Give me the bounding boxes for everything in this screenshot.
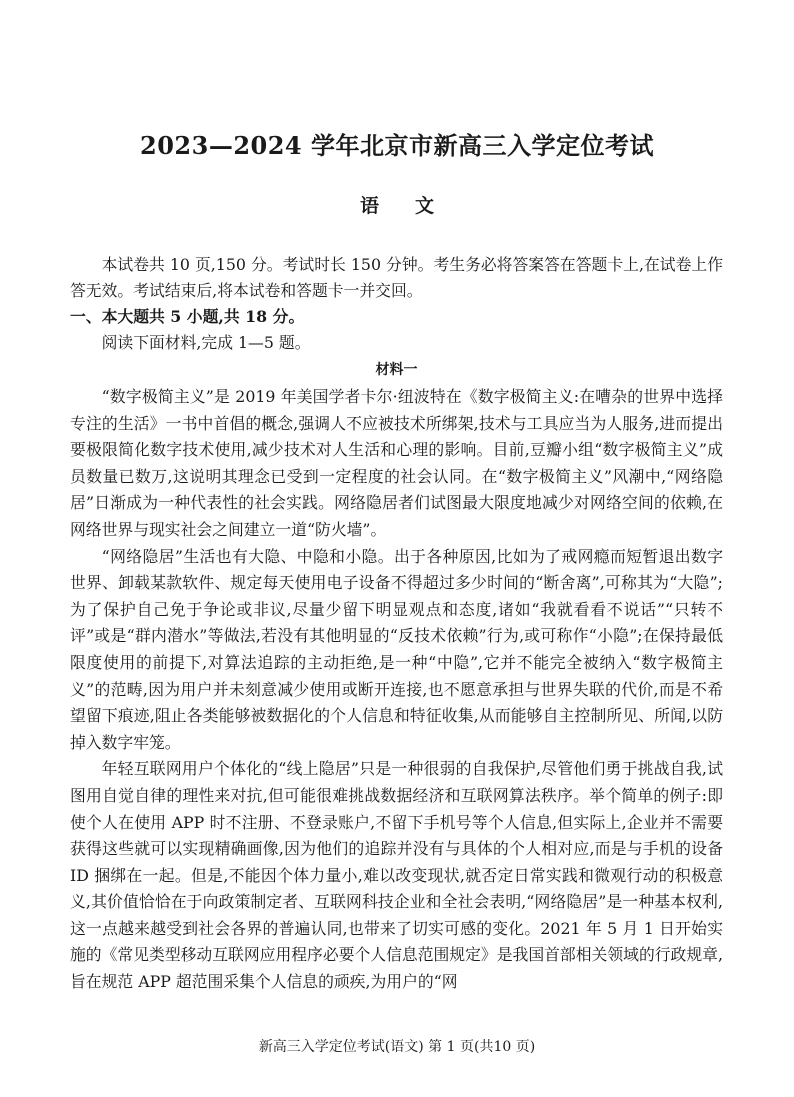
material-paragraph: “网络隐居”生活也有大隐、中隐和小隐。出于各种原因,比如为了戒网瘾而短暂退出数字世界、卸载某款软件、规定每天使用电子设备不得超过多少时间的“断舍离”,可称其为“大隐”;为了保护自己免于争论或非议,尽量少留下明显观点和态度,诸如“我就看看不说话”“只转不评”或是“群内潜水”等做法,若没有其他明显的“反技术依赖”行为,或可称作“小隐”;在保持最低限度使用的前提下,对算法追踪的主动拒绝,是一种“中隐”,它并不能完全被纳入“数字极简主义”的范畴,因为用户并未刻意减少使用或断开连接,也不愿意承担与世界失联的代价,而是不希望留下痕迹,阻止各类能够被数据化的个人信息和特征收集,从而能够自主控制所见、所闻,以防掉入数字牢笼。 [70, 546, 723, 752]
material-paragraph: “数字极简主义”是 2019 年美国学者卡尔·纽波特在《数字极简主义:在嘈杂的世界中选择专注的生活》一书中首倡的概念,强调人不应被技术所绑架,技术与工具应当为人服务,进而提出要极限简化数字技术使用,减少技术对人生活和心理的影响。目前,豆瓣小组“数字极简主义”成员数量已数万,这说明其理念已受到一定程度的社会认同。在“数字极简主义”风潮中,“网络隐居”日渐成为一种代表性的社会实践。网络隐居者们试图最大限度地减少对网络空间的依赖,在网络世界与现实社会之间建立一道“防火墙”。 [70, 387, 723, 539]
exam-content [70, 252, 723, 996]
section-heading: 一、本大题共 5 小题,共 18 分。 [70, 307, 305, 326]
exam-instructions: 本试卷共 10 页,150 分。考试时长 150 分钟。考生务必将答案答在答题卡上,在试卷上作答无效。考试结束后,将本试卷和答题卡一并交回。 [70, 255, 723, 300]
subject-title: 语文 [359, 195, 470, 217]
exam-title: 2023—2024 学年北京市新高三入学定位考试 [140, 131, 654, 160]
page-footer: 新高三入学定位考试(语文) 第 1 页(共10 页) [258, 1039, 536, 1055]
reading-instruction: 阅读下面材料,完成 1—5 题。 [101, 333, 311, 352]
material-title: 材料一 [375, 362, 418, 378]
material-paragraph: 年轻互联网用户个体化的“线上隐居”只是一种很弱的自我保护,尽管他们勇于挑战自我,试图用自觉自律的理性来对抗,但可能很难挑战数据经济和互联网算法秩序。举个简单的例子:即使个人在使用 APP 时不注册、不登录账户,不留下手机号等个人信息,但实际上,企业并不需要获得这些就可以实现精确画像,因为他们的追踪并没有与具体的个人相对应,而是与手机的设备 ID 捆绑在一起。但是,不能因个体力量小,难以改变现状,就否定日常实践和微观行动的积极意义,其价值恰恰在于向政策制定者、互联网科技企业和全社会表明,“网络隐居”是一种基本权利,这一点越来越受到社会各界的普遍认同,也带来了切实可感的变化。2021 年 5 月 1 日开始实施的《常见类型移动互联网应用程序必要个人信息范围规定》是我国首部相关领域的行政规章,旨在规范 APP 超范围采集个人信息的顽疾,为用户的“网 [70, 759, 723, 992]
